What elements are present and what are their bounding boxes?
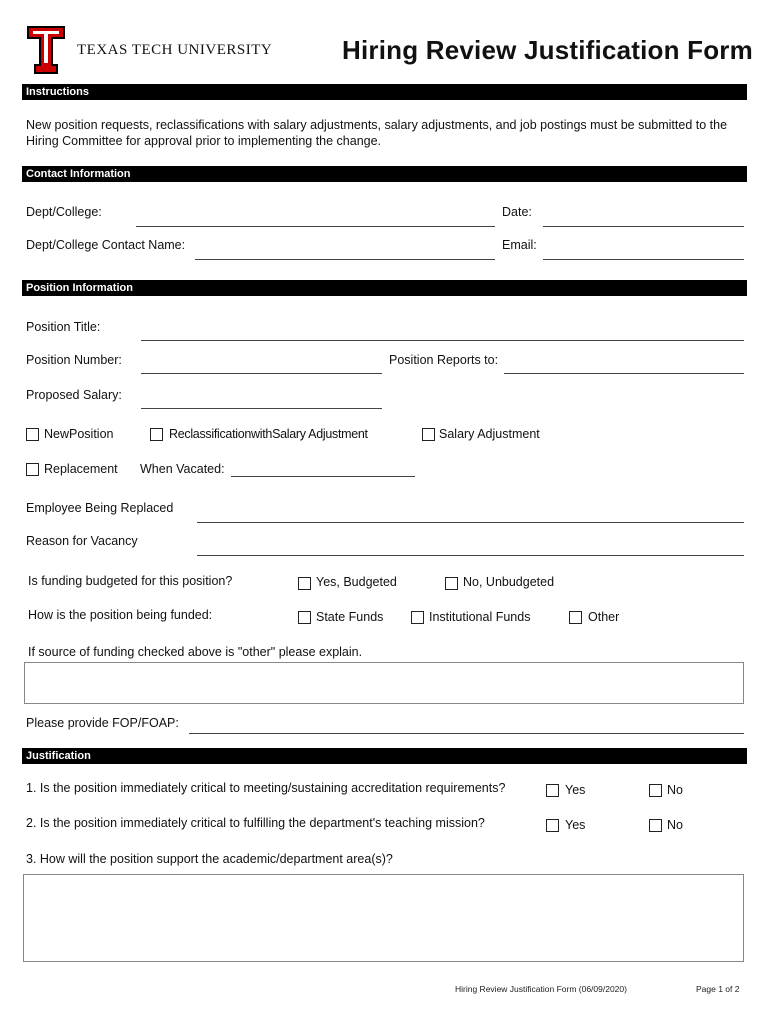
date-label: Date: <box>502 205 532 219</box>
instructions-text-line1: New position requests, reclassifications with salary adjustments, salary adjustments, and job postings must be submitted to the <box>26 118 728 132</box>
new-position-label: NewPosition <box>44 427 114 441</box>
question-2: 2. Is the position immediately critical to fulfilling the department's teaching mission? <box>26 816 485 830</box>
university-name: TEXAS TECH UNIVERSITY <box>77 42 273 58</box>
position-title-label: Position Title: <box>26 320 101 334</box>
institutional-funds-label: Institutional Funds <box>429 610 531 624</box>
question-3: 3. How will the position support the academic/department area(s)? <box>26 852 393 866</box>
position-title-field[interactable] <box>141 340 744 341</box>
state-funds-checkbox[interactable] <box>298 611 311 624</box>
q2-no-label: No <box>667 818 683 832</box>
other-funds-checkbox[interactable] <box>569 611 582 624</box>
q1-yes-checkbox[interactable] <box>546 784 559 797</box>
replacement-checkbox[interactable] <box>26 463 39 476</box>
q1-no-checkbox[interactable] <box>649 784 662 797</box>
q3-answer-textbox[interactable] <box>23 874 744 962</box>
q2-yes-label: Yes <box>565 818 586 832</box>
footer-page-number: Page 1 of 2 <box>696 984 740 994</box>
when-vacated-field[interactable] <box>231 476 415 477</box>
q2-no-checkbox[interactable] <box>649 819 662 832</box>
position-heading: Position Information <box>22 280 747 296</box>
date-field[interactable] <box>543 226 744 227</box>
q1-no-label: No <box>667 783 683 797</box>
fop-field[interactable] <box>189 733 744 734</box>
reports-to-field[interactable] <box>504 373 744 374</box>
instructions-text-line2: Hiring Committee for approval prior to implementing the change. <box>26 134 382 148</box>
footer-form-id: Hiring Review Justification Form (06/09/2020) <box>455 984 627 994</box>
salary-adjustment-label: Salary Adjustment <box>439 427 540 441</box>
salary-adjustment-checkbox[interactable] <box>422 428 435 441</box>
contact-name-field[interactable] <box>195 259 495 260</box>
funded-how-label: How is the position being funded: <box>28 608 213 622</box>
email-field[interactable] <box>543 259 744 260</box>
justification-heading: Justification <box>22 748 747 764</box>
employee-replaced-label: Employee Being Replaced <box>26 501 174 515</box>
other-explain-textbox[interactable] <box>24 662 744 704</box>
contact-name-label: Dept/College Contact Name: <box>26 238 186 252</box>
reason-vacancy-field[interactable] <box>197 555 744 556</box>
yes-budgeted-checkbox[interactable] <box>298 577 311 590</box>
fop-label: Please provide FOP/FOAP: <box>26 716 179 730</box>
proposed-salary-label: Proposed Salary: <box>26 388 122 402</box>
reports-to-label: Position Reports to: <box>389 353 499 367</box>
proposed-salary-field[interactable] <box>141 408 382 409</box>
reclassification-checkbox[interactable] <box>150 428 163 441</box>
reclassification-label: ReclassificationwithSalary Adjustment <box>169 427 368 441</box>
contact-heading: Contact Information <box>22 166 747 182</box>
form-title: Hiring Review Justification Form <box>342 35 753 65</box>
replacement-label: Replacement <box>44 462 118 476</box>
state-funds-label: State Funds <box>316 610 384 624</box>
q1-yes-label: Yes <box>565 783 586 797</box>
instructions-heading: Instructions <box>22 84 747 100</box>
other-explain-label: If source of funding checked above is "other" please explain. <box>28 645 363 659</box>
yes-budgeted-label: Yes, Budgeted <box>316 575 397 589</box>
new-position-checkbox[interactable] <box>26 428 39 441</box>
institutional-funds-checkbox[interactable] <box>411 611 424 624</box>
no-unbudgeted-label: No, Unbudgeted <box>463 575 555 589</box>
position-number-field[interactable] <box>141 373 382 374</box>
dept-field[interactable] <box>136 226 495 227</box>
university-logo <box>26 25 66 75</box>
no-unbudgeted-checkbox[interactable] <box>445 577 458 590</box>
dept-label: Dept/College: <box>26 205 102 219</box>
funding-budgeted-label: Is funding budgeted for this position? <box>28 574 233 588</box>
q2-yes-checkbox[interactable] <box>546 819 559 832</box>
question-1: 1. Is the position immediately critical to meeting/sustaining accreditation requirements? <box>26 781 506 795</box>
other-funds-label: Other <box>588 610 620 624</box>
reason-vacancy-label: Reason for Vacancy <box>26 534 138 548</box>
position-number-label: Position Number: <box>26 353 122 367</box>
email-label: Email: <box>502 238 537 252</box>
when-vacated-label: When Vacated: <box>140 462 225 476</box>
employee-replaced-field[interactable] <box>197 522 744 523</box>
